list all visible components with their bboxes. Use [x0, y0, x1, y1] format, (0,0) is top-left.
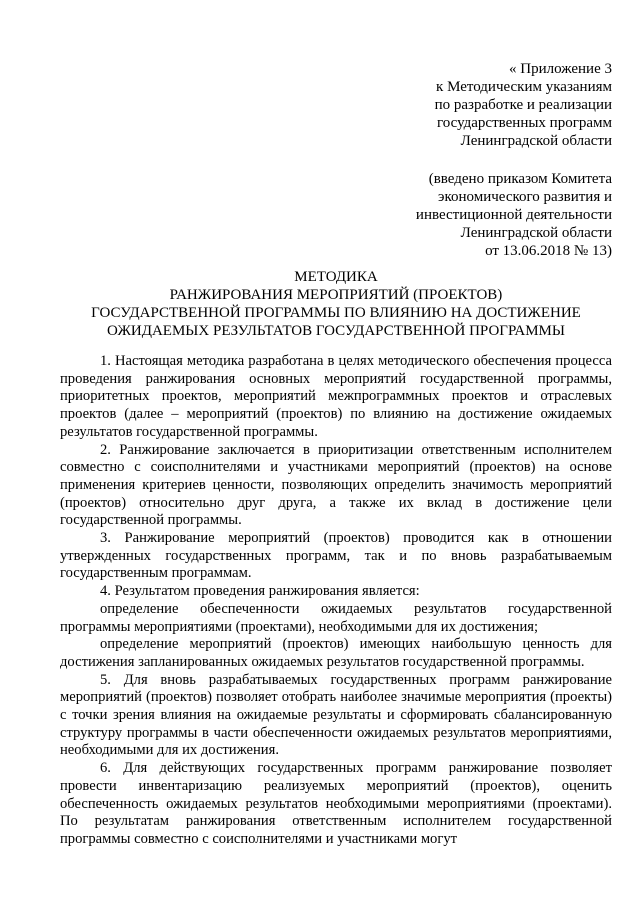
appendix-note-line: экономического развития и: [438, 189, 612, 205]
title-line: ОЖИДАЕМЫХ РЕЗУЛЬТАТОВ ГОСУДАРСТВЕННОЙ ПРОГРАММЫ: [107, 323, 565, 339]
appendix-line: Ленинградской области: [460, 133, 612, 149]
document-title: [60, 268, 612, 340]
appendix-header: [416, 60, 612, 260]
paragraph: определение мероприятий (проектов) имеющих наибольшую ценность для достижения запланированных ожидаемых результатов государственной программы.: [60, 636, 612, 670]
appendix-line: к Методическим указаниям: [436, 79, 612, 95]
paragraph: 5. Для вновь разрабатываемых государственных программ ранжирование мероприятий (проектов) позволяет отобрать наиболее значимые мероприятия (проекты) с точки зрения влияния на ожидаемые результаты и сформировать сбалансированную структуру программы в части обеспеченности ожидаемых результатов мероприятиями, необходимыми для их достижения.: [60, 671, 612, 759]
spacer: [416, 150, 612, 170]
appendix-note-line: Ленинградской области: [460, 225, 612, 241]
appendix-line: по разработке и реализации: [434, 97, 612, 113]
paragraph: 6. Для действующих государственных программ ранжирование позволяет провести инвентаризацию реализуемых мероприятий (проектов), оценить обеспеченность ожидаемых результатов необходимыми мероприятиями (проектами). По результатам ранжирования ответственным исполнителем государственной программы совместно с соисполнителями и участниками могут: [60, 760, 612, 847]
appendix-line: государственных программ: [436, 115, 612, 131]
appendix-note-line: инвестиционной деятельности: [415, 207, 612, 223]
paragraph: 2. Ранжирование заключается в приоритизации ответственным исполнителем совместно с соисполнителями и участниками мероприятий (проектов) на основе применения критериев ценности, позволяющих определить значимость мероприятий (проектов) относительно друг друга, а также их вклад в достижение цели государственной программы.: [60, 441, 612, 529]
paragraph: 4. Результатом проведения ранжирования является:: [100, 583, 420, 600]
appendix-note-line: от 13.06.2018 № 13): [485, 243, 612, 259]
document-body: [60, 353, 612, 849]
title-line: ГОСУДАРСТВЕННОЙ ПРОГРАММЫ ПО ВЛИЯНИЮ НА ДОСТИЖЕНИЕ: [91, 305, 581, 321]
paragraph: определение обеспеченности ожидаемых результатов государственной программы мероприятиями (проектами), необходимыми для их достижения;: [60, 600, 612, 635]
paragraph: 1. Настоящая методика разработана в целях методического обеспечения процесса проведения ранжирования основных мероприятий государственной программы, приоритетных проектов, мероприятий межпрограммных проектов и отраслевых проектов (далее – мероприятий (проектов) по влиянию на достижение ожидаемых результатов государственной программы.: [60, 353, 612, 440]
appendix-note-line: (введено приказом Комитета: [428, 171, 612, 187]
title-line: МЕТОДИКА: [294, 269, 378, 285]
title-line: РАНЖИРОВАНИЯ МЕРОПРИЯТИЙ (ПРОЕКТОВ): [169, 287, 503, 303]
paragraph: 3. Ранжирование мероприятий (проектов) проводится как в отношении утвержденных государственных программ, так и по вновь разрабатываемым государственным программам.: [60, 530, 612, 582]
appendix-line: « Приложение 3: [508, 61, 612, 77]
